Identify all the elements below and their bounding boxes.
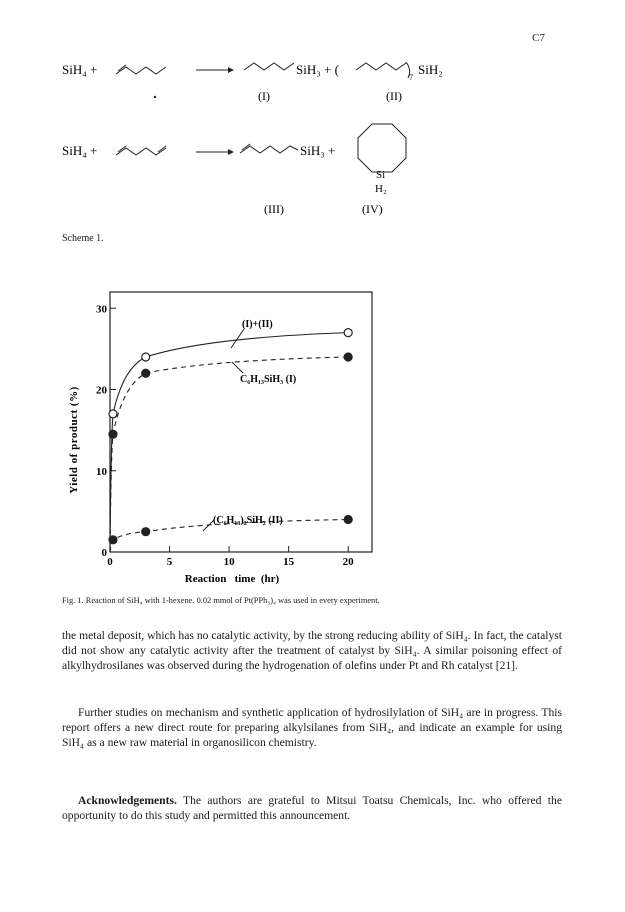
x-tick-label: 20 xyxy=(342,556,354,568)
hexenyl-chain xyxy=(240,146,298,153)
reaction-scheme xyxy=(0,0,625,240)
x-tick-label: 0 xyxy=(107,556,113,568)
y-tick-label: 20 xyxy=(96,384,107,397)
subscript-seven: 7 xyxy=(409,73,413,82)
y-tick-label: 30 xyxy=(96,303,107,316)
scheme-product-3: SiH₃ + xyxy=(300,143,336,158)
compound-label-IV: (IV) xyxy=(362,202,383,216)
series-0-point xyxy=(344,329,352,337)
x-tick-label: 10 xyxy=(223,556,235,568)
annotation-di: (C₆H₁₃)₂SiH₂ (II) xyxy=(213,515,283,526)
compound-label-III: (III) xyxy=(264,202,284,216)
ring-h2-label: H₂ xyxy=(375,183,387,195)
silacyclooctane-ring xyxy=(358,124,406,172)
y-tick-label: 0 xyxy=(101,547,107,559)
page-number: C7 xyxy=(532,32,545,44)
x-axis-title: Reaction time (hr) xyxy=(184,573,280,585)
body-paragraph-2 xyxy=(62,705,562,750)
x-tick-label: 5 xyxy=(166,556,173,568)
series-2-point xyxy=(344,516,352,524)
scheme-reactant-2: SiH₄ + xyxy=(62,143,98,158)
compound-label-II: (II) xyxy=(386,89,402,103)
series-1-point xyxy=(109,430,117,438)
scheme-reactant-1: SiH₄ + xyxy=(62,62,98,77)
ack-title: Acknowledgements. xyxy=(78,794,177,807)
annotation-total: (I)+(II) xyxy=(242,319,273,330)
acknowledgements xyxy=(62,793,562,823)
hexyl-chain-2 xyxy=(356,63,406,70)
body-paragraph-1 xyxy=(62,628,562,673)
series-0-point xyxy=(109,410,117,418)
paragraph-1-text: the metal deposit, which has no catalytic activity, by the strong reducing ability of SiH₄. In fact, the catalyst did not show any catalytic activity after the treatment of catalyst by SiH₄. A similar poisoning effect of alkylhydrosilanes was observed during the hydrogenation of olefins under Pt and Rh catalyst [21]. xyxy=(62,629,562,672)
series-2-point xyxy=(109,536,117,544)
x-tick-label: 15 xyxy=(283,556,295,568)
yield-chart xyxy=(0,280,625,592)
series-0-point xyxy=(142,353,150,361)
hexene-structure xyxy=(116,67,166,74)
figure-caption: Fig. 1. Reaction of SiH₄ with 1-hexene. 0.02 mmol of Pt(PPh₃)₄ was used in every experiment. xyxy=(62,596,380,605)
y-tick-label: 10 xyxy=(96,465,107,478)
y-axis-title: Yield of product (%) xyxy=(68,386,80,494)
leader-total xyxy=(231,329,244,348)
plot-frame xyxy=(110,292,372,552)
paragraph-2-text: Further studies on mechanism and synthetic application of hydrosilylation of SiH₄ are in progress. This report offers a new direct route for preparing alkylsilanes from SiH₄, and indicate an example for using SiH₄ as a new raw material in organosilicon chemistry. xyxy=(62,706,562,749)
hexyl-chain-1 xyxy=(244,63,294,70)
series-1-point xyxy=(142,369,150,377)
leader-mono xyxy=(232,362,243,373)
ring-si-label: Si xyxy=(376,169,386,181)
scheme-product-2: SiH₂ xyxy=(418,62,443,77)
series-2-point xyxy=(142,528,150,536)
series-1-point xyxy=(344,353,352,361)
annotation-mono: C₆H₁₃SiH₃ (I) xyxy=(240,374,297,385)
compound-label-I: (I) xyxy=(258,89,270,103)
scheme-label: Scheme 1. xyxy=(62,233,104,244)
scheme-product-1: SiH₃ + ( xyxy=(296,62,339,77)
ack-text: The authors are grateful to Mitsui Toatsu Chemicals, Inc. who offered the opportunity to do this study and permitted this announcement. xyxy=(62,794,562,822)
